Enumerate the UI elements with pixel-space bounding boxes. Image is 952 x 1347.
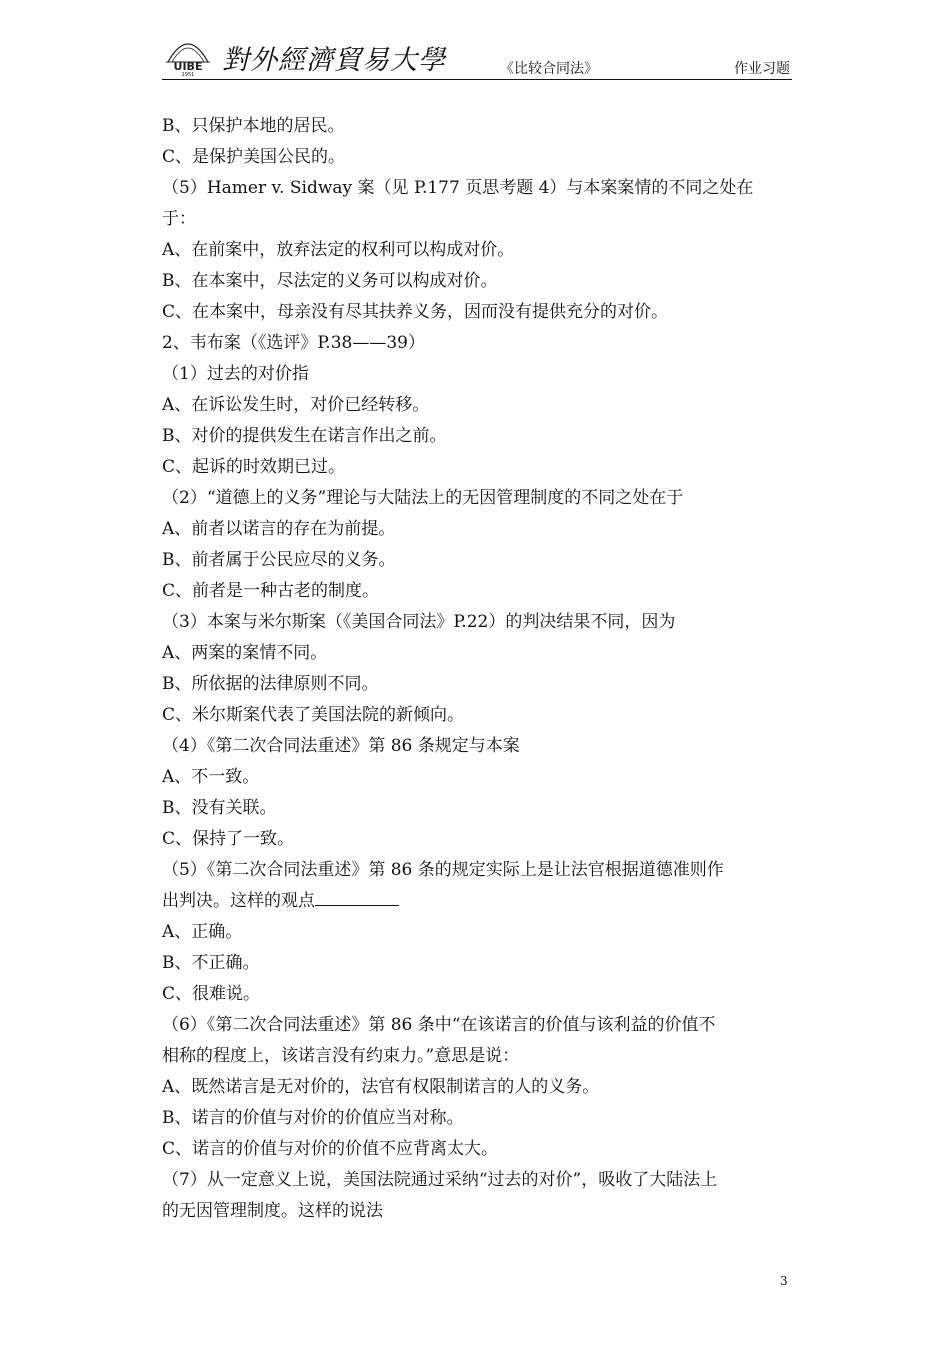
text-line: 2、韦布案（《选评》P.38——39）: [162, 333, 425, 353]
text-line: C、保持了一致。: [162, 829, 295, 849]
text-line: 出判决。这样的观点: [162, 891, 315, 911]
text-line: A、两案的案情不同。: [162, 643, 328, 663]
university-name: 對外經濟貿易大學: [222, 45, 446, 76]
text-line: A、既然诺言是无对价的，法官有权限制诺言的人的义务。: [162, 1077, 600, 1097]
logo-text: UIBE: [173, 60, 203, 73]
text-line: A、在诉讼发生时，对价已经转移。: [162, 395, 430, 415]
text-line: （2）“道德上的义务”理论与大陆法上的无因管理制度的不同之处在于: [162, 488, 684, 508]
text-line: B、只保护本地的居民。: [162, 116, 345, 136]
text-line: C、诺言的价值与对价的价值不应背离太大。: [162, 1139, 499, 1159]
text-line: B、对价的提供发生在诺言作出之前。: [162, 426, 447, 446]
text-line: A、正确。: [162, 922, 243, 942]
text-line: （4）《第二次合同法重述》第 86 条规定与本案: [162, 736, 520, 756]
text-line: B、所依据的法律原则不同。: [162, 674, 379, 694]
text-line: B、前者属于公民应尽的义务。: [162, 550, 396, 570]
text-line: C、在本案中，母亲没有尽其扶养义务，因而没有提供充分的对价。: [162, 302, 669, 322]
page-body: [162, 111, 792, 1227]
text-line: （5）Hamer v. Sidway 案（见 P.177 页思考题 4）与本案案情的不同之处在: [162, 178, 754, 198]
text-line: （6）《第二次合同法重述》第 86 条中“在该诺言的价值与该利益的价值不: [162, 1015, 716, 1035]
page-header: [162, 30, 792, 80]
text-line: 相称的程度上，该诺言没有约束力。”意思是说：: [162, 1046, 520, 1066]
text-line: （7）从一定意义上说，美国法院通过采纳“过去的对价”，吸收了大陆法上: [162, 1170, 718, 1190]
text-line: （1）过去的对价指: [162, 364, 309, 384]
section-title: 作业习题: [734, 61, 790, 77]
text-line: 于：: [162, 209, 196, 229]
text-line: C、前者是一种古老的制度。: [162, 581, 380, 601]
text-line: B、没有关联。: [162, 798, 277, 818]
header-rule: [162, 79, 792, 80]
text-line: C、米尔斯案代表了美国法院的新倾向。: [162, 705, 465, 725]
text-line: 的无因管理制度。这样的说法: [162, 1201, 383, 1221]
text-line: C、很难说。: [162, 984, 261, 1004]
text-line: B、不正确。: [162, 953, 260, 973]
text-line-with-blank: [162, 886, 792, 917]
text-line: A、在前案中，放弃法定的权利可以构成对价。: [162, 240, 515, 260]
text-line: C、是保护美国公民的。: [162, 147, 346, 167]
course-title: 《比较合同法》: [500, 61, 598, 77]
text-line: B、诺言的价值与对价的价值应当对称。: [162, 1108, 464, 1128]
text-line: A、不一致。: [162, 767, 260, 787]
answer-blank: [315, 904, 399, 906]
text-line: （3）本案与米尔斯案（《美国合同法》P.22）的判决结果不同，因为: [162, 612, 676, 632]
logo-year: 1951: [181, 72, 195, 76]
text-line: A、前者以诺言的存在为前提。: [162, 519, 396, 539]
university-logo-icon: [162, 32, 214, 76]
text-line: C、起诉的时效期已过。: [162, 457, 346, 477]
text-line: B、在本案中，尽法定的义务可以构成对价。: [162, 271, 498, 291]
page-number: 3: [780, 1274, 788, 1288]
text-line: （5）《第二次合同法重述》第 86 条的规定实际上是让法官根据道德准则作: [162, 860, 724, 880]
